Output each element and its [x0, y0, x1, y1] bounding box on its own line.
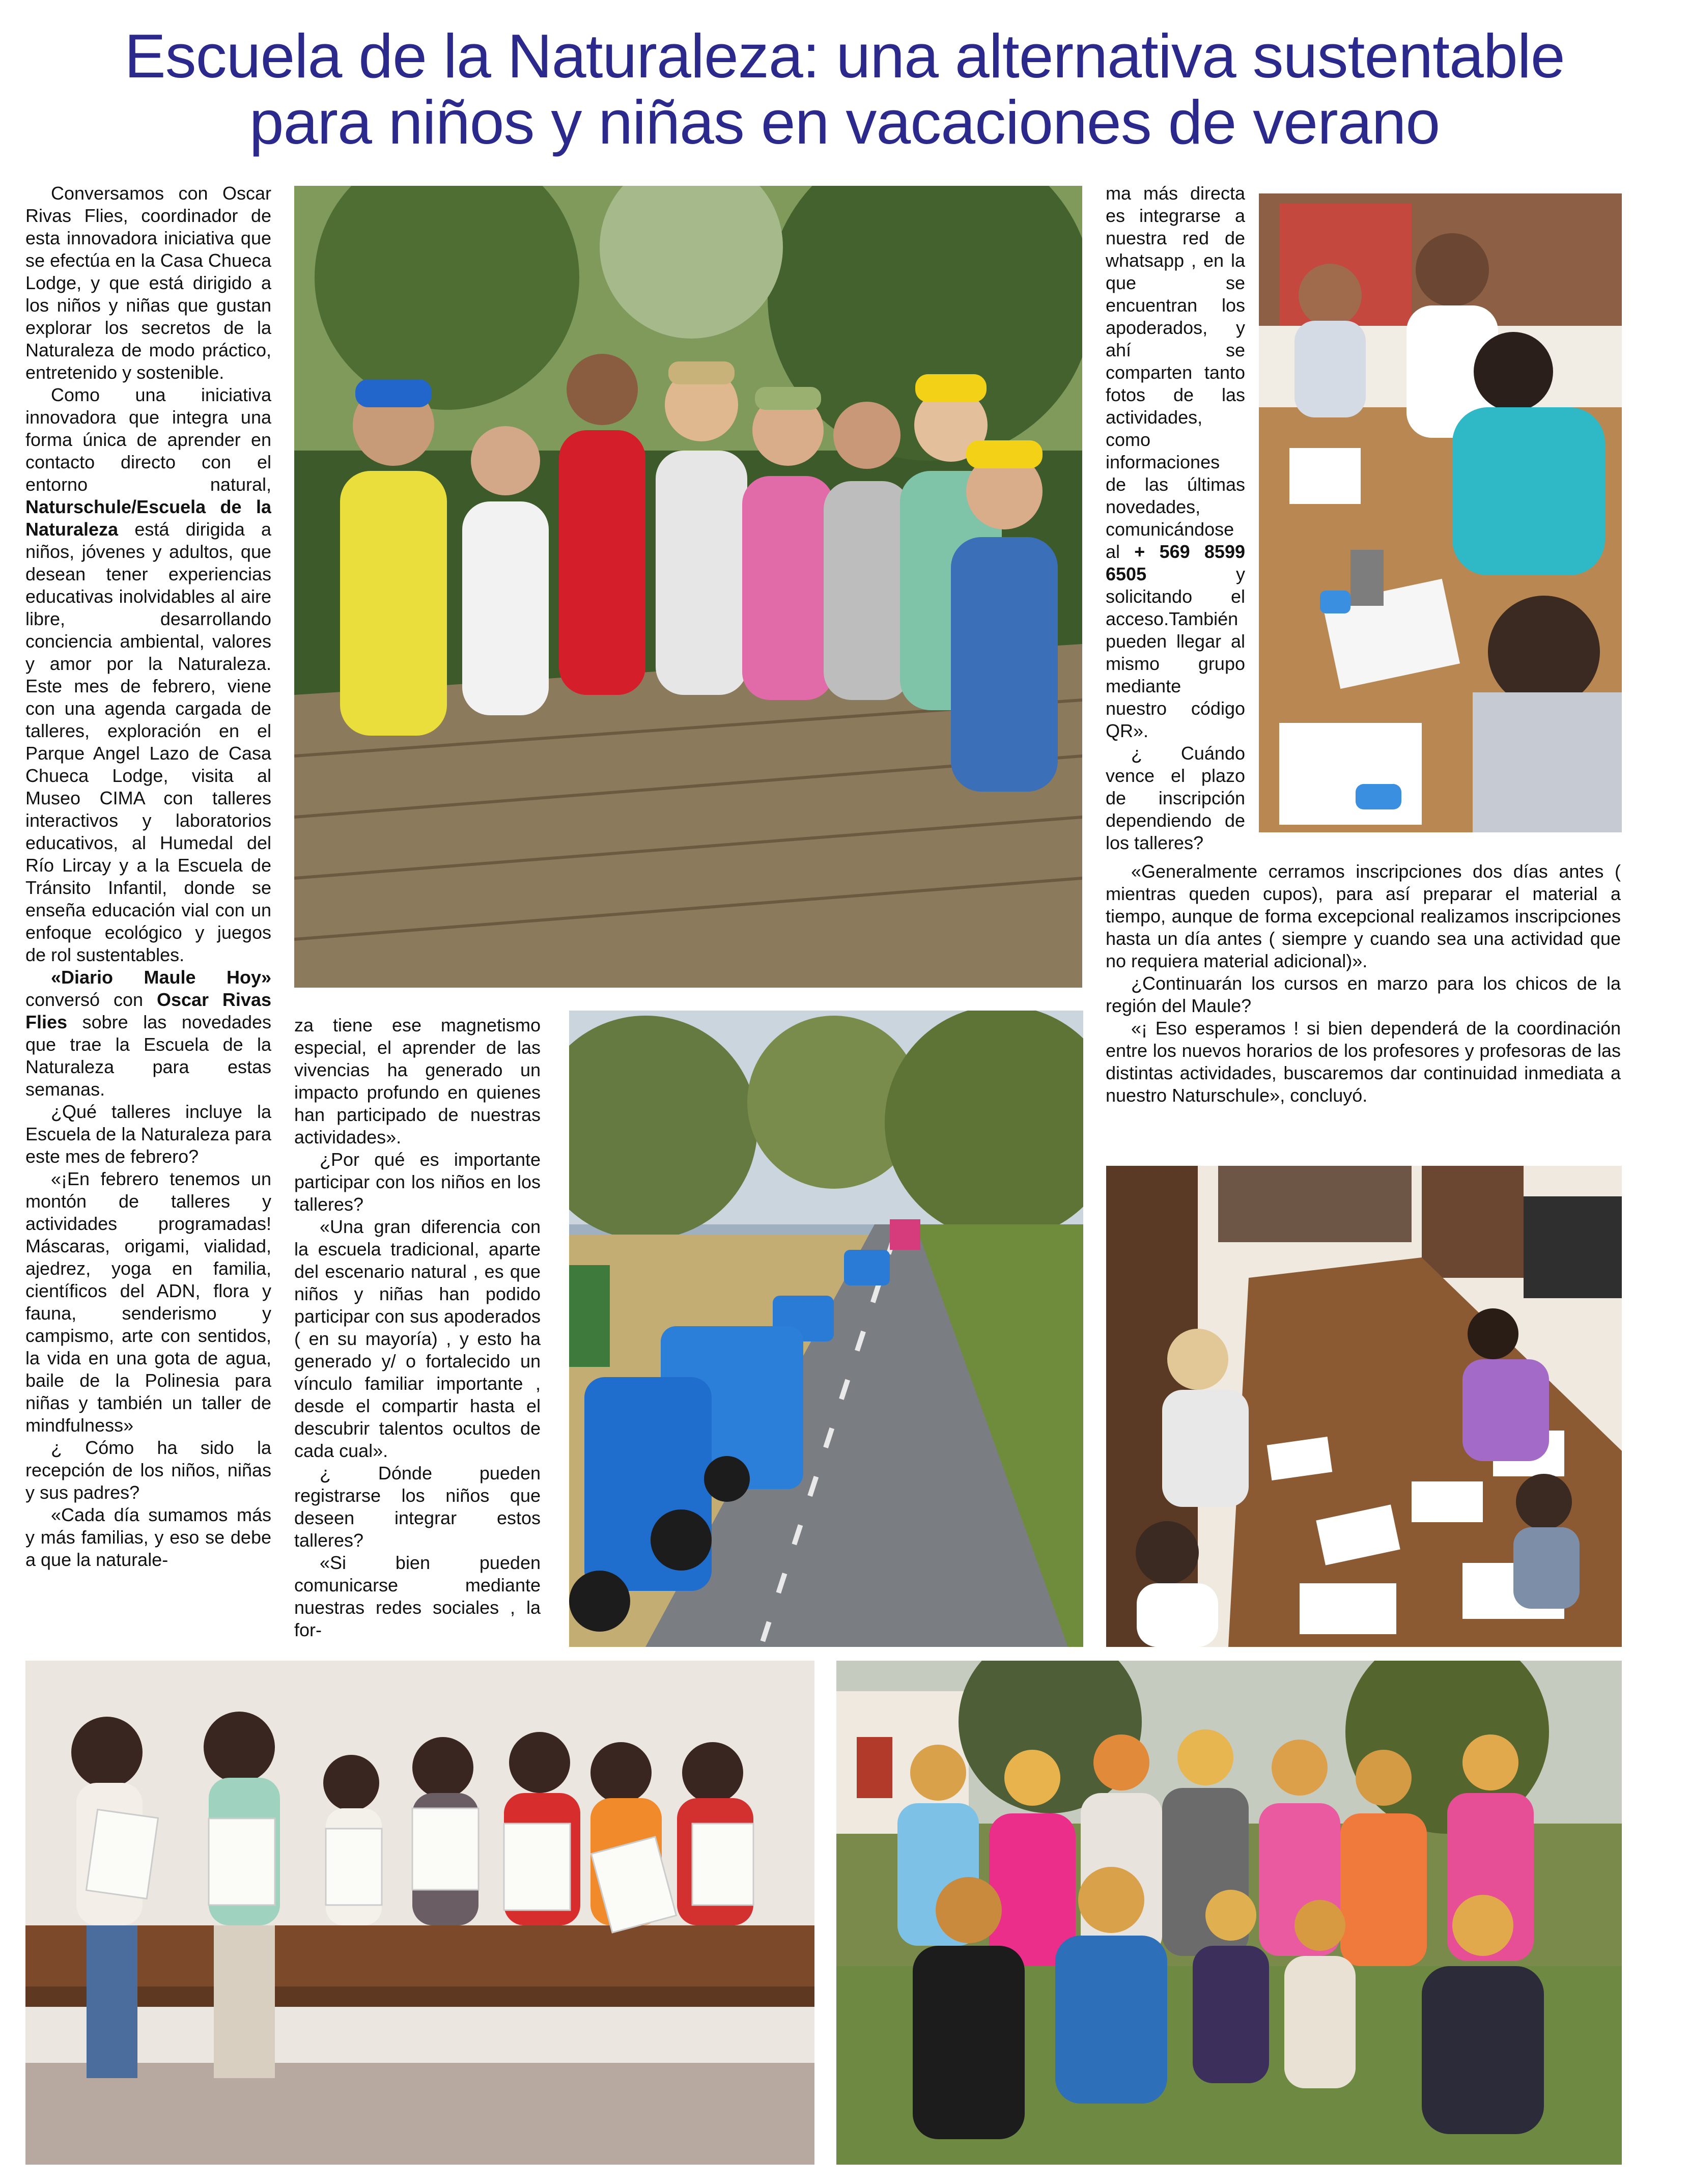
answer: «Si bien pueden comunicarse mediante nuestras redes sociales , la for- [294, 1552, 541, 1640]
article-column-2 [294, 1014, 541, 1645]
interviewee-name: Oscar Rivas Flies [25, 989, 271, 1032]
question: ¿ Cómo ha sido la recepción de los niños, niñas y sus padres? [25, 1437, 271, 1503]
question: ¿Qué talleres incluye la Escuela de la Naturaleza para este mes de febrero? [25, 1101, 271, 1167]
headline-line-2: para niños y niñas en vacaciones de verano [249, 88, 1440, 157]
photo-pedal-karts [569, 1011, 1083, 1647]
paragraph: za tiene ese magnetismo especial, el aprender de las vivencias ha generado un impacto profundo en quienes han participado de nuestras actividades». [294, 1015, 541, 1147]
paragraph: ma más directa es integrarse a nuestra red de whatsapp , en la que se encuentran los apoderados, y ahí se comparten tanto fotos de las actividades, como informaciones de las últimas novedades, comunicándose al + 569 8599 6505 y solicitando el acceso.También pueden llegar al mismo grupo mediante nuestro código QR». [1106, 183, 1245, 741]
article-column-3-wide [1106, 860, 1621, 1156]
paragraph: Como una iniciativa innovadora que integra una forma única de aprender en contacto directo con el entorno natural, Naturschule/Escuela de la Naturaleza está dirigida a niños, jóvenes y adultos, que desean tener experiencias educativas inolvidables al aire libre, desarrollando conciencia ambiental, valores y amor por la Naturaleza. Este mes de febrero, viene con una agenda cargada de talleres, exploración en el Parque Angel Lazo de Casa Chueca Lodge, visita al Museo CIMA con talleres interactivos y laboratorios educativos, al Humedal del Río Lircay y a la Escuela de Tránsito Infantil, donde se enseña educación vial con un enfoque ecológico y juegos de rol sustentables. [25, 384, 271, 965]
phone-number: + 569 8599 6505 [1106, 541, 1245, 584]
article-column-1 [25, 182, 271, 1643]
answer: «Generalmente cerramos inscripciones dos días antes ( mientras queden cupos), para así preparar el material a tiempo, aunque de forma excepcional realizamos inscripciones hasta un día antes ( siempre y cuando sea una actividad que no requiera material adicional)». [1106, 861, 1621, 971]
answer: «Una gran diferencia con la escuela tradicional, aparte del escenario natural , es que niños y niñas han podido participar con sus apoderados ( en su mayoría) , y esto ha generado y/ o fortalecido un vínculo familiar importante , desde el compartir hasta el descubrir talentos ocultos de cada cual». [294, 1216, 541, 1461]
question: ¿ Cuándo vence el plazo de inscripción dependiendo de los talleres? [1106, 743, 1245, 853]
paragraph: «Diario Maule Hoy» conversó con Oscar Rivas Flies sobre las novedades que trae la Escuela de la Naturaleza para estas semanas. [25, 967, 271, 1100]
question: ¿Por qué es importante participar con los niños en los talleres? [294, 1149, 541, 1215]
photo-children-on-bench [25, 1661, 814, 2165]
article-column-3 [1106, 182, 1245, 859]
headline-line-1: Escuela de la Naturaleza: una alternativa sustentable [124, 21, 1565, 91]
photo-drawing-activity [1106, 1166, 1622, 1647]
photo-science-workshop [1259, 193, 1622, 832]
photo-group-with-masks [836, 1661, 1622, 2165]
answer: «¡En febrero tenemos un montón de talleres y actividades programadas! Máscaras, origami, vialidad, ajedrez, yoga en familia, científicos del ADN, flora y fauna, senderismo y campismo, arte con sentidos, la vida en una gota de agua, baile de la Polinesia para niñas y también un taller de mindfulness» [25, 1168, 271, 1436]
question: ¿Continuarán los cursos en marzo para los chicos de la región del Maule? [1106, 973, 1621, 1016]
school-name: Naturschule/Escuela de la Naturaleza [25, 496, 271, 540]
question: ¿ Dónde pueden registrarse los niños que deseen integrar estos talleres? [294, 1463, 541, 1551]
answer: «¡ Eso esperamos ! si bien dependerá de la coordinación entre los nuevos horarios de los profesores y profesoras de las distintas actividades, buscaremos dar continuidad inmediata a nuestro Naturschule», concluyó. [1106, 1018, 1621, 1106]
paragraph: Conversamos con Oscar Rivas Flies, coordinador de esta innovadora iniciativa que se efectúa en la Casa Chueca Lodge, y que está dirigido a los niños y niñas que gustan explorar los secretos de la Naturaleza de modo práctico, entretenido y sostenible. [25, 183, 271, 383]
newspaper-name: «Diario Maule Hoy» [51, 967, 271, 988]
photo-children-hiking-boardwalk [294, 186, 1082, 988]
answer: «Cada día sumamos más y más familias, y eso se debe a que la naturale- [25, 1504, 271, 1570]
